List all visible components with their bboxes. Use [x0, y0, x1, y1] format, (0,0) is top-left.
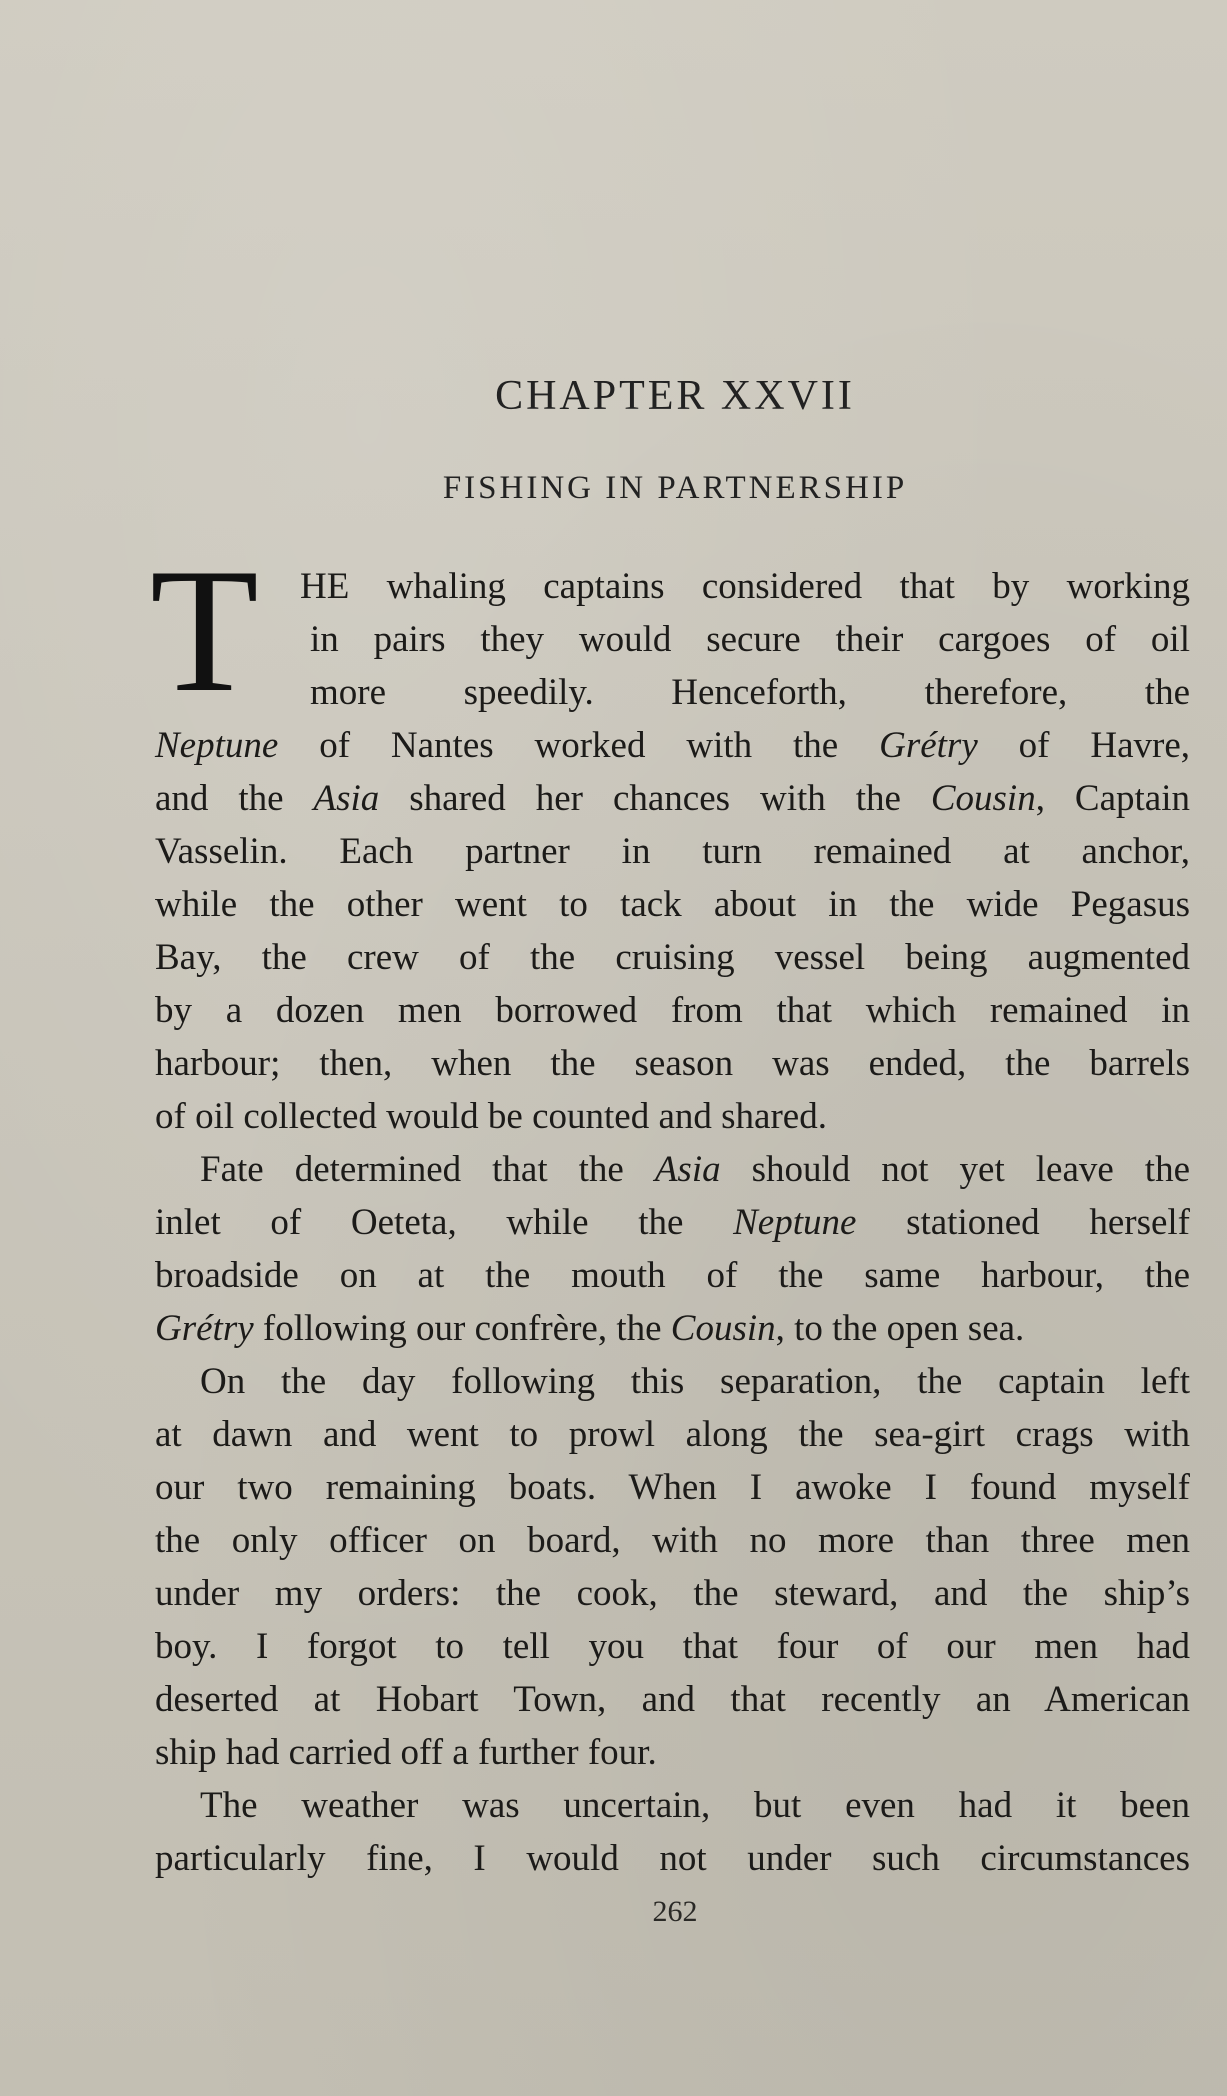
text-line: The weather was uncertain, but even had it been — [200, 1785, 1190, 1826]
text-line: ship had carried off a further four. — [155, 1732, 657, 1773]
text-line: the only officer on board, with no more than three men — [155, 1520, 1190, 1561]
page-number: 262 — [652, 1895, 698, 1928]
text-line: of oil collected would be counted and shared. — [155, 1096, 827, 1137]
text-line: harbour; then, when the season was ended, the barrels — [155, 1043, 1190, 1084]
drop-cap: T — [150, 531, 259, 729]
text-line: Vasselin. Each partner in turn remained at anchor, — [155, 831, 1190, 872]
text-line: Bay, the crew of the cruising vessel being augmented — [155, 937, 1190, 978]
text-line: under my orders: the cook, the steward, and the ship’s — [155, 1573, 1190, 1614]
text-line: more speedily. Henceforth, therefore, the — [310, 672, 1190, 713]
text-line: broadside on at the mouth of the same harbour, the — [155, 1255, 1190, 1296]
chapter-title: FISHING IN PARTNERSHIP — [442, 470, 908, 506]
text-line: Grétry following our confrère, the Cousin, to the open sea. — [155, 1308, 1025, 1349]
text-line: and the Asia shared her chances with the Cousin, Captain — [155, 778, 1190, 819]
text-line: HE whaling captains considered that by working — [300, 566, 1190, 607]
text-line: while the other went to tack about in the wide Pegasus — [155, 884, 1190, 925]
text-line: inlet of Oeteta, while the Neptune stationed herself — [155, 1202, 1190, 1243]
text-line: boy. I forgot to tell you that four of our men had — [155, 1626, 1190, 1667]
text-line: On the day following this separation, the captain left — [200, 1361, 1190, 1402]
text-line: Fate determined that the Asia should not yet leave the — [200, 1149, 1190, 1190]
text-line: deserted at Hobart Town, and that recently an American — [155, 1679, 1190, 1720]
text-line: by a dozen men borrowed from that which remained in — [155, 990, 1190, 1031]
text-line: in pairs they would secure their cargoes of oil — [310, 619, 1190, 660]
text-line: particularly fine, I would not under such circumstances — [155, 1838, 1190, 1879]
text-line: at dawn and went to prowl along the sea-girt crags with — [155, 1414, 1190, 1455]
chapter-number: CHAPTER XXVII — [495, 373, 855, 419]
body-text — [155, 560, 1190, 1885]
text-line: Neptune of Nantes worked with the Grétry of Havre, — [155, 725, 1190, 766]
text-line: our two remaining boats. When I awoke I found myself — [155, 1467, 1190, 1508]
